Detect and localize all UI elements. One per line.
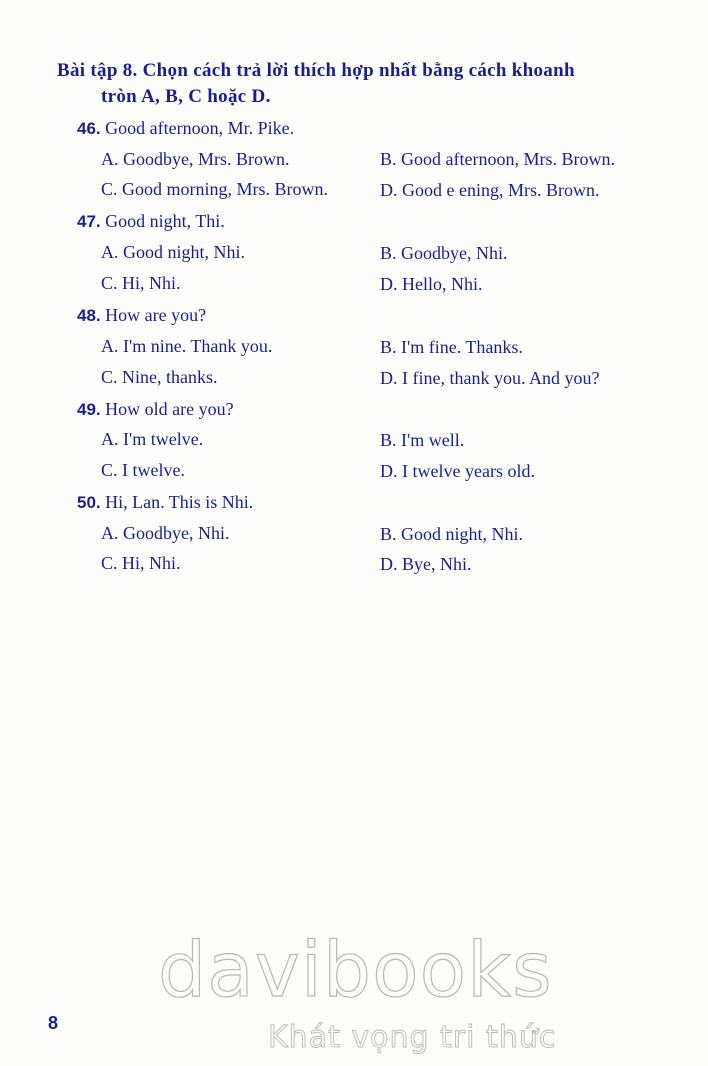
exercise-title-line1: Bài tập 8. Chọn cách trả lời thích hợp nhất bằng cách khoanh (57, 60, 575, 81)
question-number: 48. (77, 306, 101, 325)
question-47 (77, 209, 225, 234)
question-48 (77, 303, 206, 328)
question-text: How old are you? (105, 399, 234, 419)
option-47-b: B. Goodbye, Nhi. (380, 243, 508, 263)
question-number: 50. (77, 493, 101, 512)
option-47-a: A. Good night, Nhi. (101, 242, 245, 262)
option-46-a: A. Goodbye, Mrs. Brown. (101, 149, 290, 169)
option-50-c: C. Hi, Nhi. (101, 553, 181, 573)
question-46 (77, 116, 294, 141)
option-47-c: C. Hi, Nhi. (101, 273, 181, 293)
option-48-b: B. I'm fine. Thanks. (380, 337, 523, 357)
watermark-brand: davibooks (158, 925, 553, 1014)
question-number: 47. (77, 212, 101, 231)
question-50 (77, 490, 253, 515)
exercise-title-line2: tròn A, B, C hoặc D. (101, 86, 271, 107)
option-50-d: D. Bye, Nhi. (380, 554, 472, 574)
davibooks-watermark (150, 925, 570, 1055)
option-49-b: B. I'm well. (380, 430, 465, 450)
option-49-a: A. I'm twelve. (101, 429, 204, 449)
option-48-a: A. I'm nine. Thank you. (101, 336, 273, 356)
option-46-c: C. Good morning, Mrs. Brown. (101, 179, 329, 199)
option-47-d: D. Hello, Nhi. (380, 274, 483, 294)
option-48-c: C. Nine, thanks. (101, 367, 218, 387)
option-49-c: C. I twelve. (101, 460, 185, 480)
question-number: 46. (77, 119, 101, 138)
exercise-heading (57, 58, 687, 110)
question-text: How are you? (105, 305, 207, 325)
question-text: Good afternoon, Mr. Pike. (105, 118, 295, 138)
option-46-b: B. Good afternoon, Mrs. Brown. (380, 149, 615, 169)
option-46-d: D. Good e ening, Mrs. Brown. (380, 180, 600, 200)
option-50-a: A. Goodbye, Nhi. (101, 523, 230, 543)
option-49-d: D. I twelve years old. (380, 461, 535, 481)
question-text: Hi, Lan. This is Nhi. (105, 492, 254, 512)
question-text: Good night, Thi. (105, 211, 225, 231)
watermark-tagline: Khát vọng tri thức (268, 1020, 557, 1055)
question-number: 49. (77, 400, 101, 419)
page-number: 8 (48, 1013, 59, 1033)
question-49 (77, 397, 234, 422)
option-48-d: D. I fine, thank you. And you? (380, 368, 600, 388)
option-50-b: B. Good night, Nhi. (380, 524, 524, 544)
